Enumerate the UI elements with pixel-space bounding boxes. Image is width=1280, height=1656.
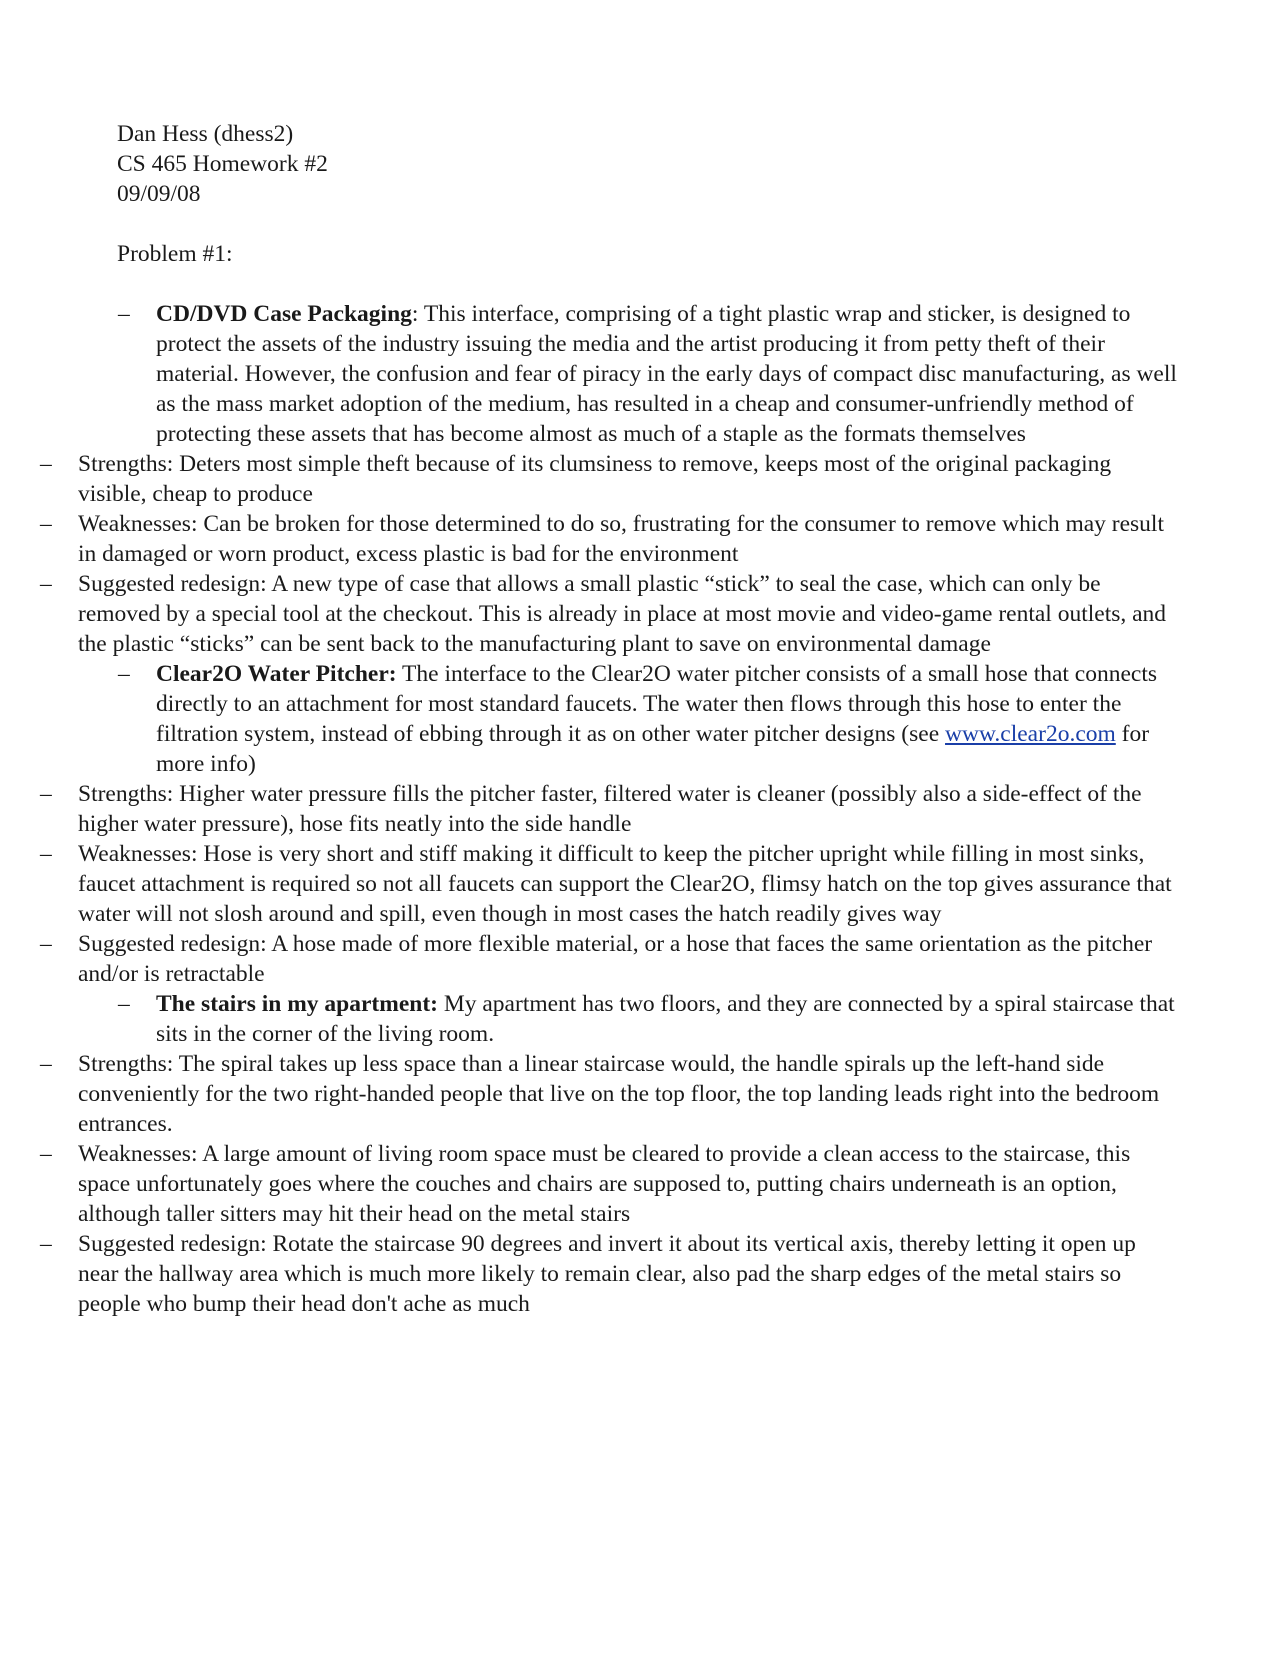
sub-item-strengths — [0, 779, 1280, 839]
sub-item-weaknesses — [0, 1139, 1280, 1229]
item-body: The interface to the Clear2O water pitcher consists of a small hose that connects directly to an attachment for most standard faucets. The water then flows through this hose to enter the filtration system, instead of ebbing through it as on other water pitcher designs (see — [156, 661, 1158, 747]
item-body-after-link: for more info) — [156, 721, 1150, 777]
document-date: 09/09/08 — [117, 181, 201, 207]
sub-item-text: Strengths: Higher water pressure fills the pitcher faster, filtered water is cleaner (possibly also a side-effect of the higher water pressure), hose fits neatly into the side handle — [78, 781, 1142, 837]
sub-item-weaknesses — [0, 839, 1280, 929]
bullet-dash: – — [118, 991, 130, 1017]
bullet-dash: – — [40, 451, 52, 477]
sub-item-text: Strengths: Deters most simple theft because of its clumsiness to remove, keeps most of the original packaging visible, cheap to produce — [78, 451, 1112, 507]
bullet-dash: – — [40, 841, 52, 867]
item-title: The stairs in my apartment: — [156, 991, 438, 1017]
problem-list — [0, 299, 1280, 1319]
item-title: CD/DVD Case Packaging — [156, 301, 412, 327]
sub-item-weaknesses — [0, 509, 1280, 569]
bullet-dash: – — [40, 571, 52, 597]
item-body: My apartment has two floors, and they are connected by a spiral staircase that sits in the corner of the living room. — [156, 991, 1175, 1047]
document-header — [117, 119, 1177, 209]
sub-item-text: Suggested redesign: A new type of case that allows a small plastic “stick” to seal the case, which can only be removed by a special tool at the checkout. This is already in place at most movie and video-game rental outlets, and the plastic “sticks” can be sent back to the manufacturing plant to save on environmental damage — [78, 571, 1167, 657]
sub-item-text: Suggested redesign: A hose made of more flexible material, or a hose that faces the same orientation as the pitcher and/or is retractable — [78, 931, 1153, 987]
list-item-apartment-stairs — [0, 989, 1280, 1049]
sub-item-suggested-redesign — [0, 1229, 1280, 1319]
sub-item-suggested-redesign — [0, 929, 1280, 989]
list-item-clear2o-pitcher — [0, 659, 1280, 779]
sub-item-text: Weaknesses: A large amount of living room space must be cleared to provide a clean access to the staircase, this space unfortunately goes where the couches and chairs are supposed to, putting chairs underneath is an option, although taller sitters may hit their head on the metal stairs — [78, 1141, 1131, 1227]
sub-item-text: Suggested redesign: Rotate the staircase 90 degrees and invert it about its vertical axis, thereby letting it open up near the hallway area which is much more likely to remain clear, also pad the sharp edges of the metal stairs so people who bump their head don't ache as much — [78, 1231, 1136, 1317]
bullet-dash: – — [40, 781, 52, 807]
item-title-suffix: : — [411, 301, 419, 327]
sub-item-text: Weaknesses: Can be broken for those determined to do so, frustrating for the consumer to remove which may result in damaged or worn product, excess plastic is bad for the environment — [78, 511, 1164, 567]
list-item-cd-dvd-packaging — [0, 299, 1280, 449]
sub-item-text: Strengths: The spiral takes up less space than a linear staircase would, the handle spirals up the left-hand side conveniently for the two right-handed people that live on the top floor, the top landing leads right into the bedroom entrances. — [78, 1051, 1160, 1137]
sub-item-strengths — [0, 1049, 1280, 1139]
bullet-dash: – — [40, 1051, 52, 1077]
bullet-dash: – — [40, 1141, 52, 1167]
item-title: Clear2O Water Pitcher: — [156, 661, 397, 687]
bullet-dash: – — [40, 511, 52, 537]
sub-item-suggested-redesign — [0, 569, 1280, 659]
author-name: Dan Hess (dhess2) — [117, 121, 294, 147]
course-title: CS 465 Homework #2 — [117, 151, 328, 177]
sub-item-strengths — [0, 449, 1280, 509]
bullet-dash: – — [40, 931, 52, 957]
bullet-dash: – — [118, 661, 130, 687]
bullet-dash: – — [118, 301, 130, 327]
clear2o-link[interactable]: www.clear2o.com — [945, 721, 1116, 747]
bullet-dash: – — [40, 1231, 52, 1257]
problem-heading: Problem #1: — [117, 241, 233, 267]
item-body: This interface, comprising of a tight plastic wrap and sticker, is designed to protect the assets of the industry issuing the media and the artist producing it from petty theft of their material. However, the confusion and fear of piracy in the early days of compact disc manufacturing, as well as the mass market adoption of the medium, has resulted in a cheap and consumer-unfriendly method of protecting these assets that has become almost as much of a staple as the formats themselves — [156, 301, 1177, 447]
sub-item-text: Weaknesses: Hose is very short and stiff making it difficult to keep the pitcher upright while filling in most sinks, faucet attachment is required so not all faucets can support the Clear2O, flimsy hatch on the top gives assurance that water will not slosh around and spill, even though in most cases the hatch readily gives way — [78, 841, 1172, 927]
